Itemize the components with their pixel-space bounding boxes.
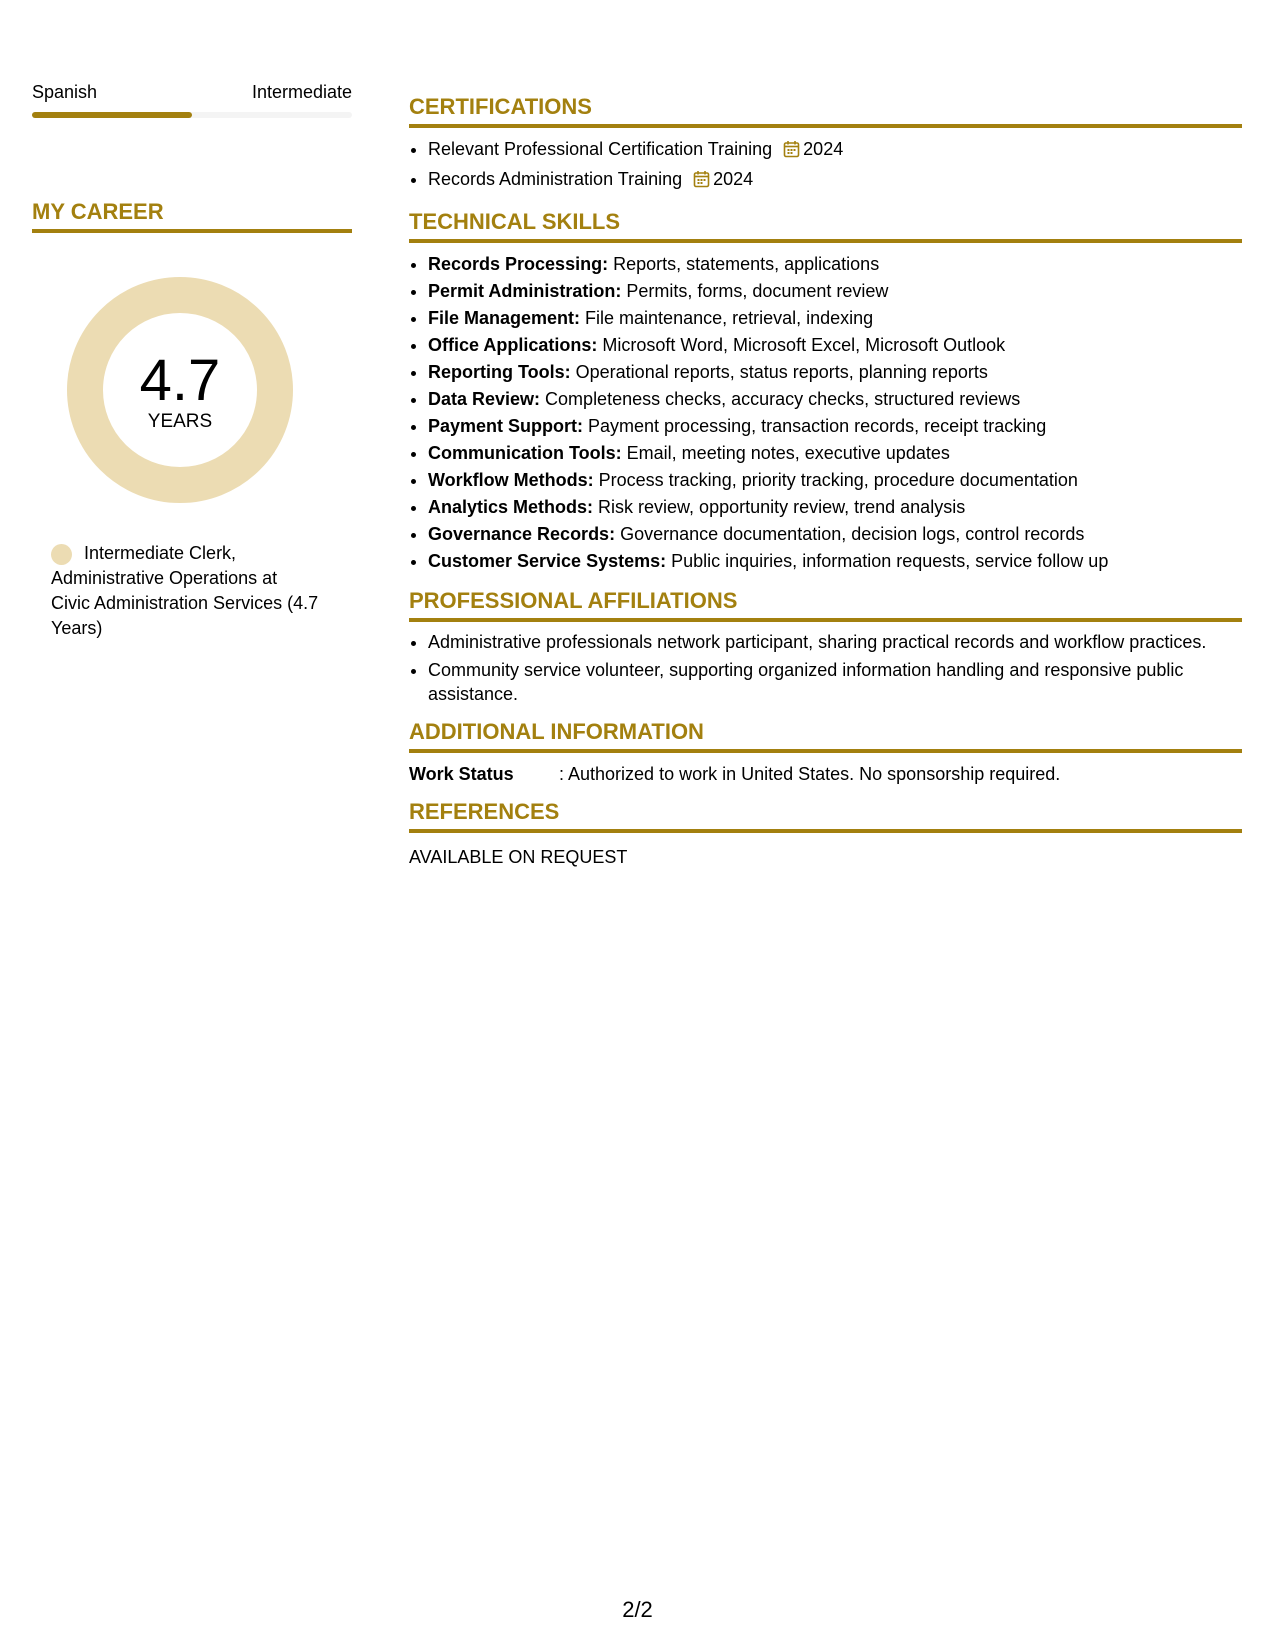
- certification-year: 2024: [803, 139, 844, 159]
- language-level-fill: [32, 112, 192, 118]
- references-text: AVAILABLE ON REQUEST: [409, 847, 628, 867]
- skill-value: Governance documentation, decision logs, control records: [615, 524, 1085, 544]
- skill-value: Operational reports, status reports, planning reports: [570, 362, 988, 382]
- affiliation-item: • Administrative professionals network participant, sharing practical records and workflow practices.: [428, 630, 1242, 654]
- skill-item: [428, 332, 1242, 359]
- skill-value: Completeness checks, accuracy checks, structured reviews: [540, 389, 1021, 409]
- skill-label: Permit Administration:: [428, 281, 622, 301]
- certification-item: [428, 136, 1242, 166]
- skill-value: Risk review, opportunity review, trend analysis: [593, 497, 966, 517]
- skill-item: [428, 521, 1242, 548]
- career-legend-text: Intermediate Clerk, Administrative Operations at Civic Administration Services (4.7 Years): [51, 543, 319, 638]
- right-column: [409, 93, 1242, 869]
- skill-value: Permits, forms, document review: [621, 281, 889, 301]
- additional-info-heading: ADDITIONAL INFORMATION: [409, 718, 1242, 753]
- skill-item: [428, 278, 1242, 305]
- skill-label: Payment Support:: [428, 416, 584, 436]
- affiliations-heading: PROFESSIONAL AFFILIATIONS: [409, 587, 1242, 622]
- technical-skills-list: [409, 251, 1242, 575]
- donut-center-label: [67, 277, 293, 503]
- career-total-value: 4.7: [139, 348, 221, 413]
- skill-value: Payment processing, transaction records, receipt tracking: [583, 416, 1047, 436]
- skill-item: [428, 386, 1242, 413]
- skill-label: Records Processing:: [428, 254, 609, 274]
- skill-label: Workflow Methods:: [428, 470, 594, 490]
- language-level-bar: [32, 112, 352, 118]
- skill-label: File Management:: [428, 308, 581, 328]
- language-row: [32, 80, 352, 104]
- skill-label: Reporting Tools:: [428, 362, 571, 382]
- career-heading: MY CAREER: [32, 198, 352, 233]
- skill-item: [428, 548, 1242, 575]
- references-heading: REFERENCES: [409, 798, 1242, 833]
- certification-name: Relevant Professional Certification Training: [428, 139, 773, 159]
- work-status-row: [409, 762, 1242, 786]
- career-legend-item: [51, 541, 321, 641]
- skill-label: Customer Service Systems:: [428, 551, 667, 571]
- skill-label: Governance Records:: [428, 524, 616, 544]
- certifications-list: [409, 136, 1242, 196]
- page-number: 2/2: [622, 1597, 653, 1622]
- skill-value: Process tracking, priority tracking, procedure documentation: [593, 470, 1078, 490]
- skill-item: [428, 413, 1242, 440]
- career-legend-dot: [51, 544, 72, 565]
- skill-item: [428, 359, 1242, 386]
- skill-item: [428, 251, 1242, 278]
- affiliations-list: [409, 630, 1242, 706]
- language-level: Intermediate: [251, 82, 352, 102]
- certification-year: 2024: [713, 169, 754, 189]
- affiliation-item: • Community service volunteer, supporting organized information handling and responsive public assistance.: [428, 658, 1242, 706]
- work-status-value: : Authorized to work in United States. No sponsorship required.: [559, 764, 1061, 784]
- certification-name: Records Administration Training: [428, 169, 683, 189]
- skill-value: Microsoft Word, Microsoft Excel, Microsoft Outlook: [597, 335, 1006, 355]
- left-column: [32, 80, 352, 641]
- certifications-heading: CERTIFICATIONS: [409, 93, 1242, 128]
- skill-item: [428, 467, 1242, 494]
- skill-item: [428, 494, 1242, 521]
- skill-label: Office Applications:: [428, 335, 598, 355]
- career-donut-chart: [67, 277, 293, 503]
- skill-value: Public inquiries, information requests, service follow up: [666, 551, 1109, 571]
- calendar-icon: [693, 169, 710, 196]
- technical-skills-heading: TECHNICAL SKILLS: [409, 208, 1242, 243]
- certification-item: [428, 166, 1242, 196]
- calendar-icon: [783, 139, 800, 166]
- skill-label: Communication Tools:: [428, 443, 622, 463]
- skill-label: Analytics Methods:: [428, 497, 594, 517]
- language-entry: [32, 80, 352, 118]
- skill-label: Data Review:: [428, 389, 541, 409]
- language-name: Spanish: [32, 82, 98, 102]
- skill-item: [428, 305, 1242, 332]
- skill-item: [428, 440, 1242, 467]
- skill-value: Reports, statements, applications: [608, 254, 880, 274]
- work-status-label: Work Status: [409, 764, 514, 784]
- career-total-unit: YEARS: [147, 411, 213, 432]
- skill-value: Email, meeting notes, executive updates: [621, 443, 950, 463]
- skill-value: File maintenance, retrieval, indexing: [580, 308, 874, 328]
